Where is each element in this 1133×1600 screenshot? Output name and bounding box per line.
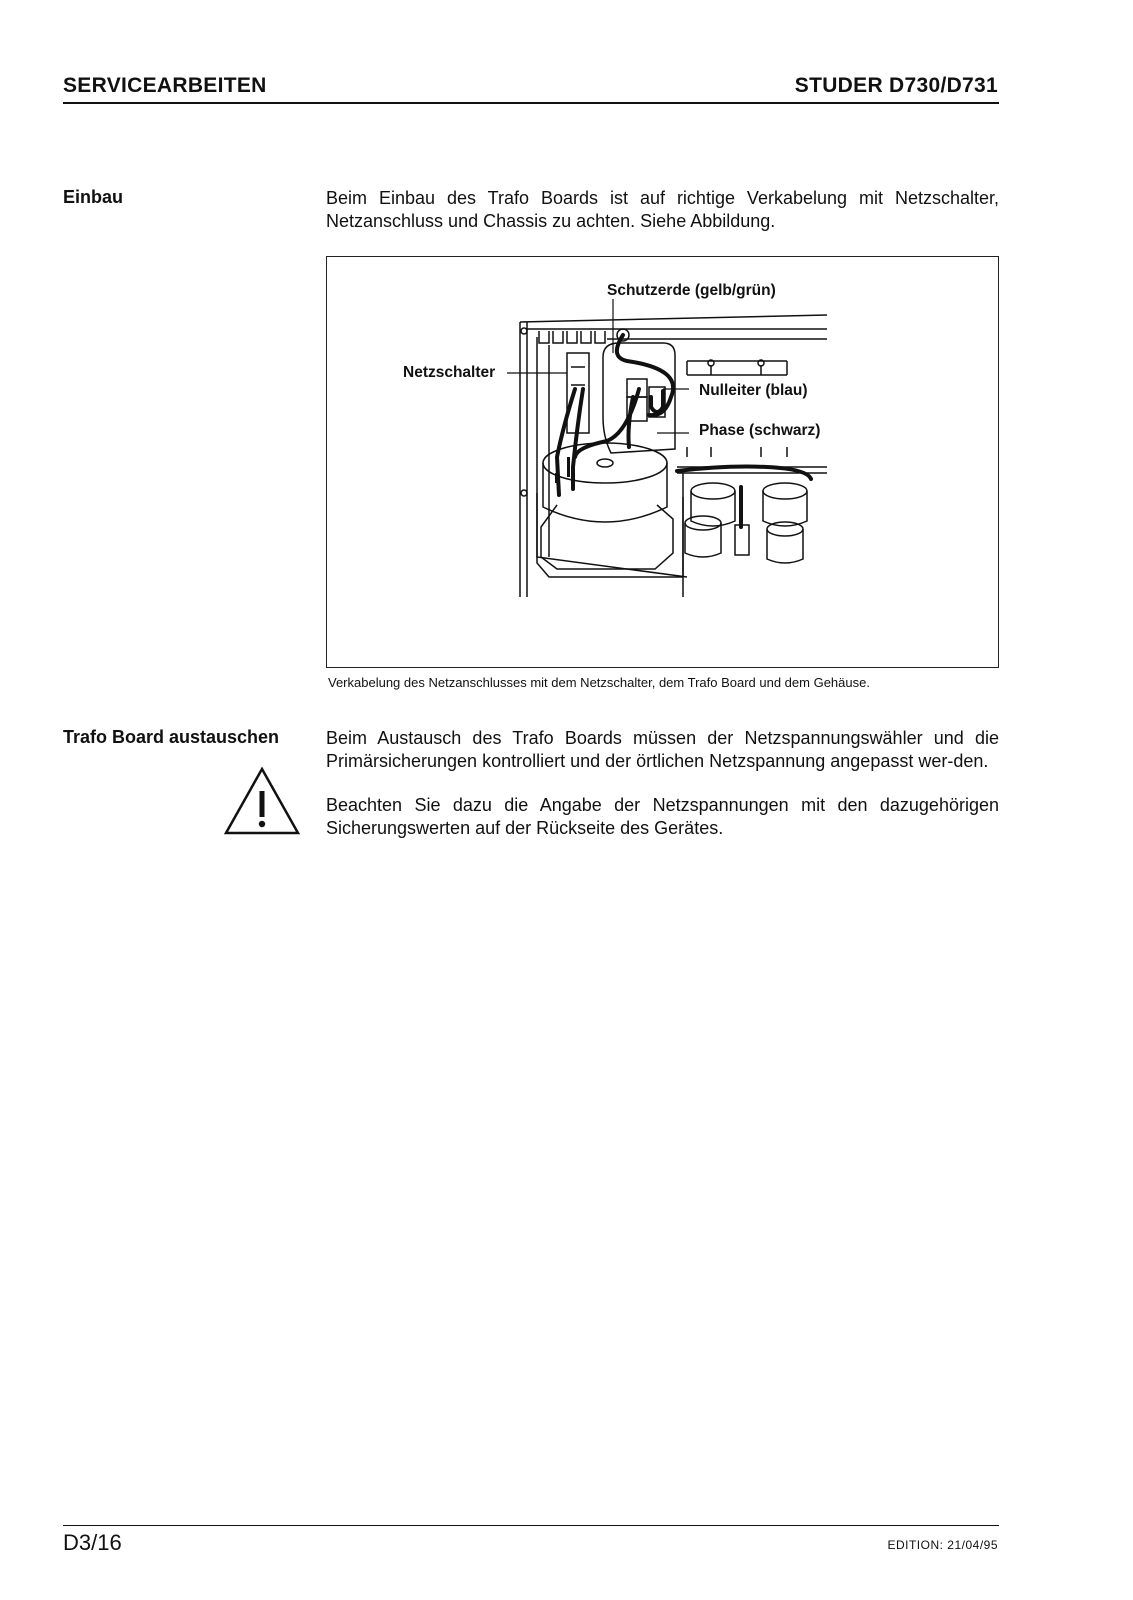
wiring-figure bbox=[326, 256, 999, 668]
wiring-illustration bbox=[327, 257, 998, 667]
trafo-heading: Trafo Board austauschen bbox=[63, 727, 280, 747]
einbau-text: Beim Einbau des Trafo Boards ist auf richtige Verkabelung mit Netzschalter, Netzanschluss und Chassis zu achten. Siehe Abbildung. bbox=[326, 188, 999, 231]
header-model: STUDER D730/D731 bbox=[794, 74, 998, 97]
trafo-text-2: Beachten Sie dazu die Angabe der Netzspannungen mit den dazugehörigen Sicherungswerten auf der Rückseite des Gerätes. bbox=[326, 795, 999, 838]
page-number: D3/16 bbox=[63, 1530, 122, 1555]
figure-caption: Verkabelung des Netzanschlusses mit dem Netzschalter, dem Trafo Board und dem Gehäuse. bbox=[328, 675, 870, 690]
label-netzschalter: Netzschalter bbox=[403, 364, 496, 381]
label-nulleiter: Nulleiter (blau) bbox=[699, 382, 808, 399]
header-rule bbox=[63, 102, 999, 104]
label-schutzerde: Schutzerde (gelb/grün) bbox=[607, 282, 776, 299]
einbau-heading: Einbau bbox=[63, 187, 124, 207]
warning-icon bbox=[223, 765, 301, 837]
label-phase: Phase (schwarz) bbox=[699, 422, 821, 439]
edition-date: EDITION: 21/04/95 bbox=[887, 1538, 998, 1552]
trafo-text-1: Beim Austausch des Trafo Boards müssen der Netzspannungswähler und die Primärsicherungen kontrolliert und der örtlichen Netzspannung angepasst wer-den. bbox=[326, 728, 999, 771]
footer-rule bbox=[63, 1525, 999, 1526]
header-section-title: SERVICEARBEITEN bbox=[63, 74, 267, 97]
